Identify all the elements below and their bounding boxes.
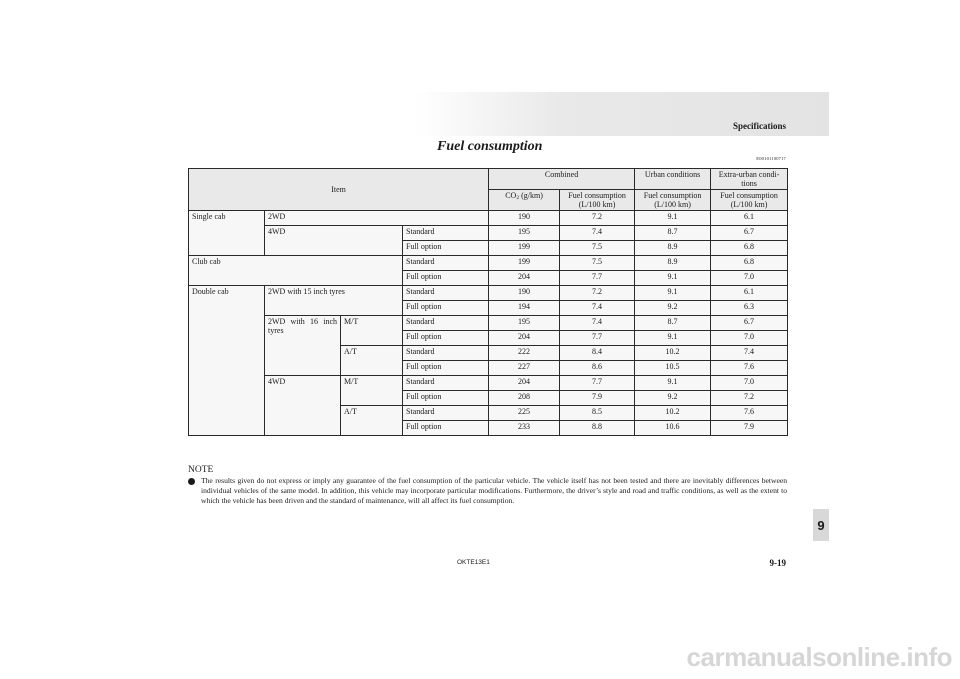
- co2-header: $CO_2$ (g/km): [489, 190, 560, 211]
- transmission-label: A/T: [341, 346, 403, 376]
- co2-cell: 225: [489, 406, 560, 421]
- page-number: 9-19: [769, 558, 786, 568]
- co2-cell: 199: [489, 241, 560, 256]
- co2-cell: 204: [489, 271, 560, 286]
- urban-cell: 9.1: [635, 331, 711, 346]
- extra-urban-cell: 6.1: [711, 211, 788, 226]
- combined-cell: 7.2: [560, 211, 635, 226]
- urban-cell: 10.2: [635, 406, 711, 421]
- extra-urban-cell: 7.0: [711, 271, 788, 286]
- table-row: [189, 256, 788, 271]
- co2-cell: 204: [489, 331, 560, 346]
- co2-cell: 222: [489, 346, 560, 361]
- urban-cell: 9.1: [635, 211, 711, 226]
- extra-urban-cell: 6.1: [711, 286, 788, 301]
- combined-cell: 7.2: [560, 286, 635, 301]
- combined-cell: 7.7: [560, 271, 635, 286]
- extra-urban-cell: 7.9: [711, 421, 788, 436]
- co2-cell: 195: [489, 226, 560, 241]
- extra-urban-cell: 7.0: [711, 331, 788, 346]
- extra-urban-cell: 6.8: [711, 241, 788, 256]
- co2-cell: 199: [489, 256, 560, 271]
- extra-urban-cell: 6.3: [711, 301, 788, 316]
- co2-cell: 190: [489, 211, 560, 226]
- co2-cell: 194: [489, 301, 560, 316]
- transmission-label: A/T: [341, 406, 403, 436]
- drive-label: 2WD with 15 inch tyres: [265, 286, 403, 316]
- combined-cell: 7.5: [560, 256, 635, 271]
- trim-label: Standard: [403, 256, 489, 271]
- trim-label: Full option: [403, 421, 489, 436]
- combined-cell: 8.8: [560, 421, 635, 436]
- combined-cell: 8.6: [560, 361, 635, 376]
- chapter-tab: 9: [813, 509, 829, 541]
- urban-cell: 9.2: [635, 301, 711, 316]
- trim-label: Standard: [403, 406, 489, 421]
- urban-header: Urban conditions: [635, 169, 711, 190]
- table-row: [189, 376, 788, 391]
- urban-cell: 10.6: [635, 421, 711, 436]
- urban-fuel-header: Fuel consumption (L/100 km): [635, 190, 711, 211]
- extra-urban-cell: 6.7: [711, 316, 788, 331]
- transmission-label: M/T: [341, 376, 403, 406]
- drive-label: 4WD: [265, 226, 403, 256]
- combined-cell: 7.5: [560, 241, 635, 256]
- vehicle-label: Double cab: [189, 286, 265, 436]
- urban-cell: 8.7: [635, 226, 711, 241]
- trim-label: Standard: [403, 376, 489, 391]
- note-text: The results given do not express or imply any guarantee of the fuel consumption of the particular vehicle. The vehicle itself has not been tested and there are inevitably differences between individual vehicles of the same model. In addition, this vehicle may incorporate particular modifications. Furthermore, the driver’s style and road and traffic conditions, as well as the extent to which the vehicle has been driven and the standard of maintenance, will all affect its fuel consumption.: [201, 476, 787, 505]
- extra-urban-cell: 7.4: [711, 346, 788, 361]
- urban-cell: 8.9: [635, 256, 711, 271]
- combined-fuel-header: Fuel consumption (L/100 km): [560, 190, 635, 211]
- urban-cell: 8.7: [635, 316, 711, 331]
- extra-urban-header: Extra-urban condi- tions: [711, 169, 788, 190]
- drive-label: 2WD with 16 inch tyres: [265, 316, 341, 376]
- bullet-icon: [188, 478, 195, 485]
- trim-label: Full option: [403, 361, 489, 376]
- watermark: carmanualsonline.info: [686, 642, 952, 672]
- table-row: [189, 286, 788, 301]
- combined-header: Combined: [489, 169, 635, 190]
- drive-label: 4WD: [265, 376, 341, 436]
- doc-code: E00101100717: [756, 156, 786, 161]
- trim-label: Standard: [403, 346, 489, 361]
- urban-cell: 9.1: [635, 286, 711, 301]
- urban-cell: 10.2: [635, 346, 711, 361]
- extra-urban-fuel-header: Fuel consumption (L/100 km): [711, 190, 788, 211]
- table-row: [189, 226, 788, 241]
- combined-cell: 8.5: [560, 406, 635, 421]
- drive-label: 2WD: [265, 211, 489, 226]
- extra-urban-cell: 7.6: [711, 406, 788, 421]
- co2-cell: 204: [489, 376, 560, 391]
- section-name: Specifications: [733, 121, 786, 131]
- page-title: Fuel consumption: [437, 139, 543, 154]
- vehicle-label: Single cab: [189, 211, 265, 256]
- extra-urban-cell: 7.2: [711, 391, 788, 406]
- trim-label: Standard: [403, 286, 489, 301]
- urban-cell: 10.5: [635, 361, 711, 376]
- combined-cell: 8.4: [560, 346, 635, 361]
- item-header: Item: [189, 169, 489, 211]
- combined-cell: 7.7: [560, 331, 635, 346]
- extra-urban-cell: 6.8: [711, 256, 788, 271]
- table-header-row: [189, 169, 788, 190]
- extra-urban-cell: 7.0: [711, 376, 788, 391]
- table-row: [189, 316, 788, 331]
- combined-cell: 7.4: [560, 301, 635, 316]
- trim-label: Standard: [403, 226, 489, 241]
- combined-cell: 7.7: [560, 376, 635, 391]
- trim-label: Full option: [403, 271, 489, 286]
- co2-cell: 233: [489, 421, 560, 436]
- table-row: [189, 211, 788, 226]
- trim-label: Standard: [403, 316, 489, 331]
- urban-cell: 9.1: [635, 271, 711, 286]
- vehicle-label: Club cab: [189, 256, 403, 286]
- trim-label: Full option: [403, 301, 489, 316]
- trim-label: Full option: [403, 241, 489, 256]
- urban-cell: 9.1: [635, 376, 711, 391]
- combined-cell: 7.4: [560, 316, 635, 331]
- co2-cell: 195: [489, 316, 560, 331]
- combined-cell: 7.4: [560, 226, 635, 241]
- extra-urban-cell: 7.6: [711, 361, 788, 376]
- combined-cell: 7.9: [560, 391, 635, 406]
- transmission-label: M/T: [341, 316, 403, 346]
- co2-cell: 227: [489, 361, 560, 376]
- extra-urban-cell: 6.7: [711, 226, 788, 241]
- note-label: NOTE: [188, 465, 214, 475]
- co2-cell: 208: [489, 391, 560, 406]
- urban-cell: 9.2: [635, 391, 711, 406]
- co2-cell: 190: [489, 286, 560, 301]
- fuel-consumption-table: [188, 168, 788, 436]
- urban-cell: 8.9: [635, 241, 711, 256]
- footer-code: OKTE13E1: [457, 559, 490, 566]
- trim-label: Full option: [403, 391, 489, 406]
- trim-label: Full option: [403, 331, 489, 346]
